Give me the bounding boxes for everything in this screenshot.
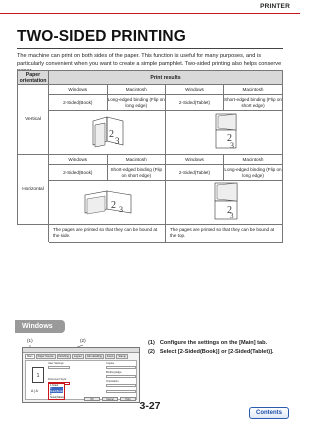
tab-main[interactable]: Main [27, 355, 33, 358]
setting-cell: Long-edged binding (Flip on long edge) [224, 165, 283, 181]
document-style-dropdown[interactable] [48, 383, 65, 400]
step-text: Configure the settings on the [Main] tab. [159, 340, 268, 346]
tab-stamp[interactable]: Stamp [118, 355, 126, 358]
menu-item[interactable]: 1-Sided [50, 384, 59, 387]
tab-paper-source[interactable]: Paper Source [37, 355, 54, 358]
vertical-book-illustration [49, 111, 166, 155]
tab-finishing[interactable]: Finishing [58, 355, 69, 358]
step-number: (1) [148, 340, 155, 346]
os-cell: Macintosh [107, 85, 166, 95]
contents-button[interactable]: Contents [249, 407, 289, 419]
copies-field[interactable] [106, 366, 136, 369]
vertical-label: Vertical [18, 85, 49, 155]
setting-cell: 2-Sided(Book) [49, 95, 108, 111]
header-bar [0, 0, 300, 14]
svg-text:2: 2 [227, 205, 232, 216]
header-print-results: Print results [49, 71, 283, 85]
callout-2: (2) [80, 338, 86, 343]
os-cell: Windows [166, 85, 224, 95]
help-button[interactable]: Help [120, 397, 136, 401]
menu-item-selected[interactable]: 2-Sided(Book) [50, 387, 64, 393]
setting-cell: Short-edged binding (Flip on short edge) [107, 165, 166, 181]
horizontal-label: Horizontal [18, 155, 49, 225]
cancel-button[interactable]: Cancel [102, 397, 118, 401]
title-divider [17, 48, 283, 49]
field-label: User Settings [48, 362, 64, 365]
tab-layout[interactable]: Layout [73, 355, 82, 358]
dialog-tab-strip [25, 354, 137, 359]
menu-item[interactable]: 2-Sided(Tablet) [50, 393, 65, 399]
horizontal-tablet-illustration [166, 181, 283, 225]
ok-button[interactable]: OK [84, 397, 100, 401]
section-label: PRINTER [260, 3, 290, 10]
step-number: (2) [148, 348, 155, 355]
os-cell: Macintosh [224, 155, 283, 165]
os-cell: Macintosh [224, 85, 283, 95]
field-label: Binding Edge [106, 371, 122, 374]
svg-text:3: 3 [230, 212, 234, 220]
setting-cell: 2-Sided(Tablet) [166, 165, 224, 181]
field-label: Document Style [48, 378, 67, 381]
instruction-steps [148, 339, 288, 356]
note-top-binding: The pages are printed so that they can be bound at the top. [166, 225, 283, 243]
step-item [148, 339, 288, 348]
note-side-binding: The pages are printed so that they can be bound at the side. [49, 225, 166, 243]
os-cell: Windows [49, 85, 108, 95]
printer-properties-dialog [22, 347, 140, 403]
dialog-title-bar [23, 348, 139, 353]
svg-text:3: 3 [230, 141, 234, 150]
windows-section-tab: Windows [17, 320, 65, 333]
intro-paragraph: The machine can print on both sides of the paper. This function is useful for many purposes, and is particularly convenient when you want to create a simple pamphlet. Two-sided printing also helps conserve [17, 53, 282, 67]
field-label: Orientation [106, 380, 119, 383]
callout-1: (1) [27, 338, 33, 343]
os-cell: Windows [49, 155, 108, 165]
step-text: Select [2-Sided(Book)] or [2-Sided(Tablet)]. [159, 348, 274, 355]
step-item [148, 348, 288, 357]
svg-text:2: 2 [111, 200, 116, 211]
dialog-main-panel [25, 360, 137, 400]
setting-cell: 2-Sided(Book) [49, 165, 108, 181]
empty-cell [18, 225, 49, 243]
os-cell: Windows [166, 155, 224, 165]
header-orientation: Paper orientation [18, 71, 49, 85]
vertical-tablet-illustration [166, 111, 283, 155]
svg-text:2: 2 [227, 133, 232, 144]
setting-cell: Short-edged binding (Flip on short edge) [224, 95, 283, 111]
page-preview-icon: 1 [32, 367, 44, 383]
svg-text:3: 3 [119, 205, 123, 214]
setting-cell: Long-edged binding (Flip on long edge) [107, 95, 166, 111]
svg-text:3: 3 [115, 136, 120, 146]
binding-edge-select[interactable] [106, 375, 136, 378]
setting-cell: 2-Sided(Tablet) [166, 95, 224, 111]
svg-text:2: 2 [109, 129, 114, 140]
horizontal-book-illustration [49, 181, 166, 225]
user-settings-select[interactable] [48, 366, 70, 369]
tab-job-handling[interactable]: Job Handling [86, 355, 102, 358]
orientation-select[interactable] [106, 384, 136, 387]
page-number: 3-27 [139, 400, 161, 412]
print-results-table [17, 70, 283, 243]
option-select[interactable] [106, 390, 136, 393]
field-label: Copies [106, 362, 115, 365]
page-title: TWO-SIDED PRINTING [17, 28, 186, 45]
os-cell: Macintosh [107, 155, 166, 165]
tab-insert[interactable]: Insert [106, 355, 114, 358]
ab-preview-glyph: A | A [31, 389, 38, 393]
